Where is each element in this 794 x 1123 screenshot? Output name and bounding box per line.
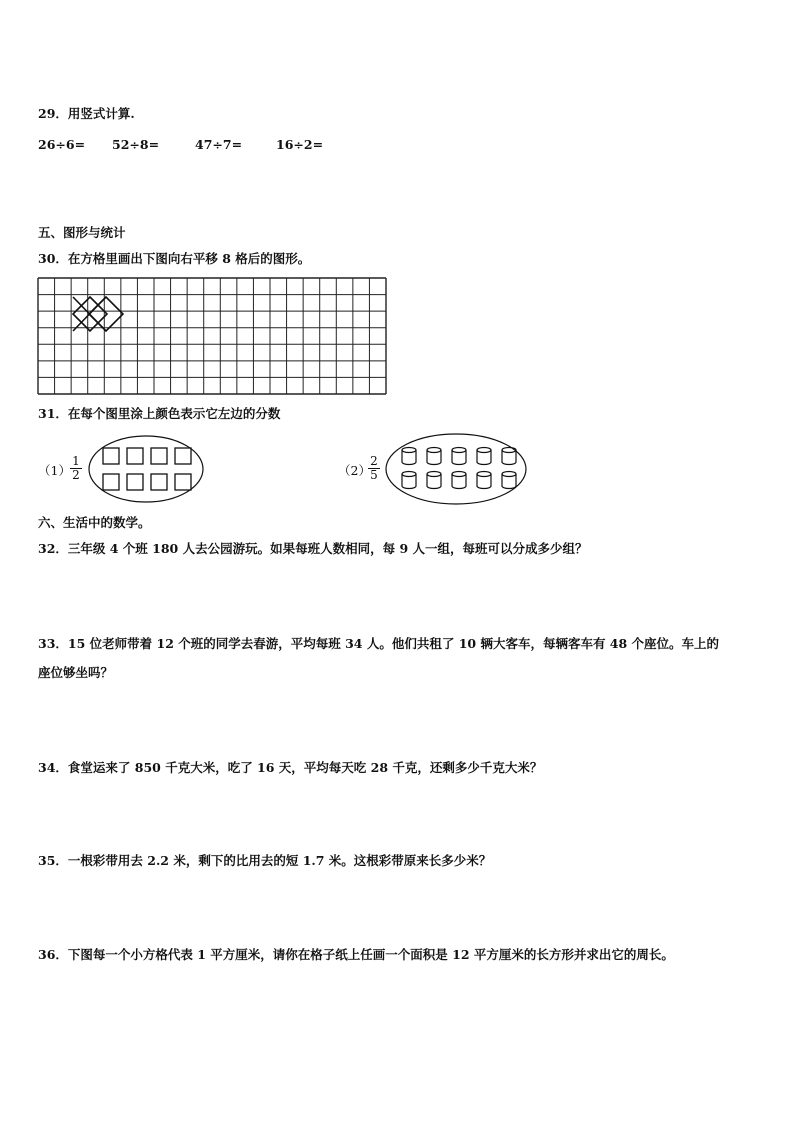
cylinder-shape xyxy=(452,448,466,465)
cylinder-shape xyxy=(427,448,441,465)
cylinder-shape xyxy=(402,472,416,489)
fraction-denominator: 2 xyxy=(72,468,80,482)
q33-line-1: 33．15 位老师带着 12 个班的同学去春游，平均每班 34 人。他们共租了 10 辆大客车，每辆客车有 48 个座位。车上的 xyxy=(38,636,720,651)
square-shape xyxy=(103,474,119,490)
q29-title: 29．用竖式计算. xyxy=(38,106,135,121)
q31-part1-label: （1） xyxy=(38,463,71,478)
cylinder-shape xyxy=(452,472,466,489)
q36-title: 36．下图每一个小方格代表 1 平方厘米，请你在格子纸上任画一个面积是 12 平方厘米的长方形并求出它的周长。 xyxy=(38,947,674,962)
cylinder-shape xyxy=(402,448,416,465)
square-shape xyxy=(175,448,191,464)
q33-line-2: 座位够坐吗？ xyxy=(38,665,114,680)
q35-title: 35．一根彩带用去 2.2 米，剩下的比用去的短 1.7 米。这根彩带原来长多少米？ xyxy=(38,853,492,868)
q29-problem-4: 16÷2= xyxy=(276,137,324,152)
section-5-heading: 五、图形与统计 xyxy=(38,225,126,240)
q29-problem-1: 26÷6= xyxy=(38,137,86,152)
square-shape xyxy=(151,448,167,464)
square-shape xyxy=(151,474,167,490)
square-shape xyxy=(103,448,119,464)
fraction-numerator: 2 xyxy=(368,455,380,469)
q31-part2-fraction xyxy=(368,455,380,482)
q34-title: 34．食堂运来了 850 千克大米，吃了 16 天，平均每天吃 28 千克，还剩多少千克大米？ xyxy=(38,760,543,775)
q31-part2-label: （2） xyxy=(338,463,371,478)
cylinder-shape xyxy=(502,472,516,489)
square-shape xyxy=(175,474,191,490)
square-shape xyxy=(127,474,143,490)
q32-title: 32．三年级 4 个班 180 人去公园游玩。如果每班人数相同，每 9 人一组，每班可以分成多少组？ xyxy=(38,541,588,556)
cylinder-shape xyxy=(427,472,441,489)
section-6-heading: 六、生活中的数学。 xyxy=(38,515,151,530)
fraction-numerator: 1 xyxy=(70,455,82,469)
q31-part1-fraction xyxy=(70,455,82,482)
q29-problem-3: 47÷7= xyxy=(195,137,243,152)
q31-part1-oval xyxy=(87,434,205,504)
q30-grid xyxy=(38,278,388,396)
cylinder-shape xyxy=(502,448,516,465)
cylinder-shape xyxy=(477,448,491,465)
square-shape xyxy=(127,448,143,464)
q31-title: 31．在每个图里涂上颜色表示它左边的分数 xyxy=(38,406,281,421)
q29-problem-2: 52÷8= xyxy=(112,137,160,152)
q30-title: 30．在方格里画出下图向右平移 8 格后的图形。 xyxy=(38,251,311,266)
diamond-shape xyxy=(73,297,123,331)
cylinder-shape xyxy=(477,472,491,489)
q31-part2-oval xyxy=(384,432,528,506)
fraction-denominator: 5 xyxy=(370,468,378,482)
